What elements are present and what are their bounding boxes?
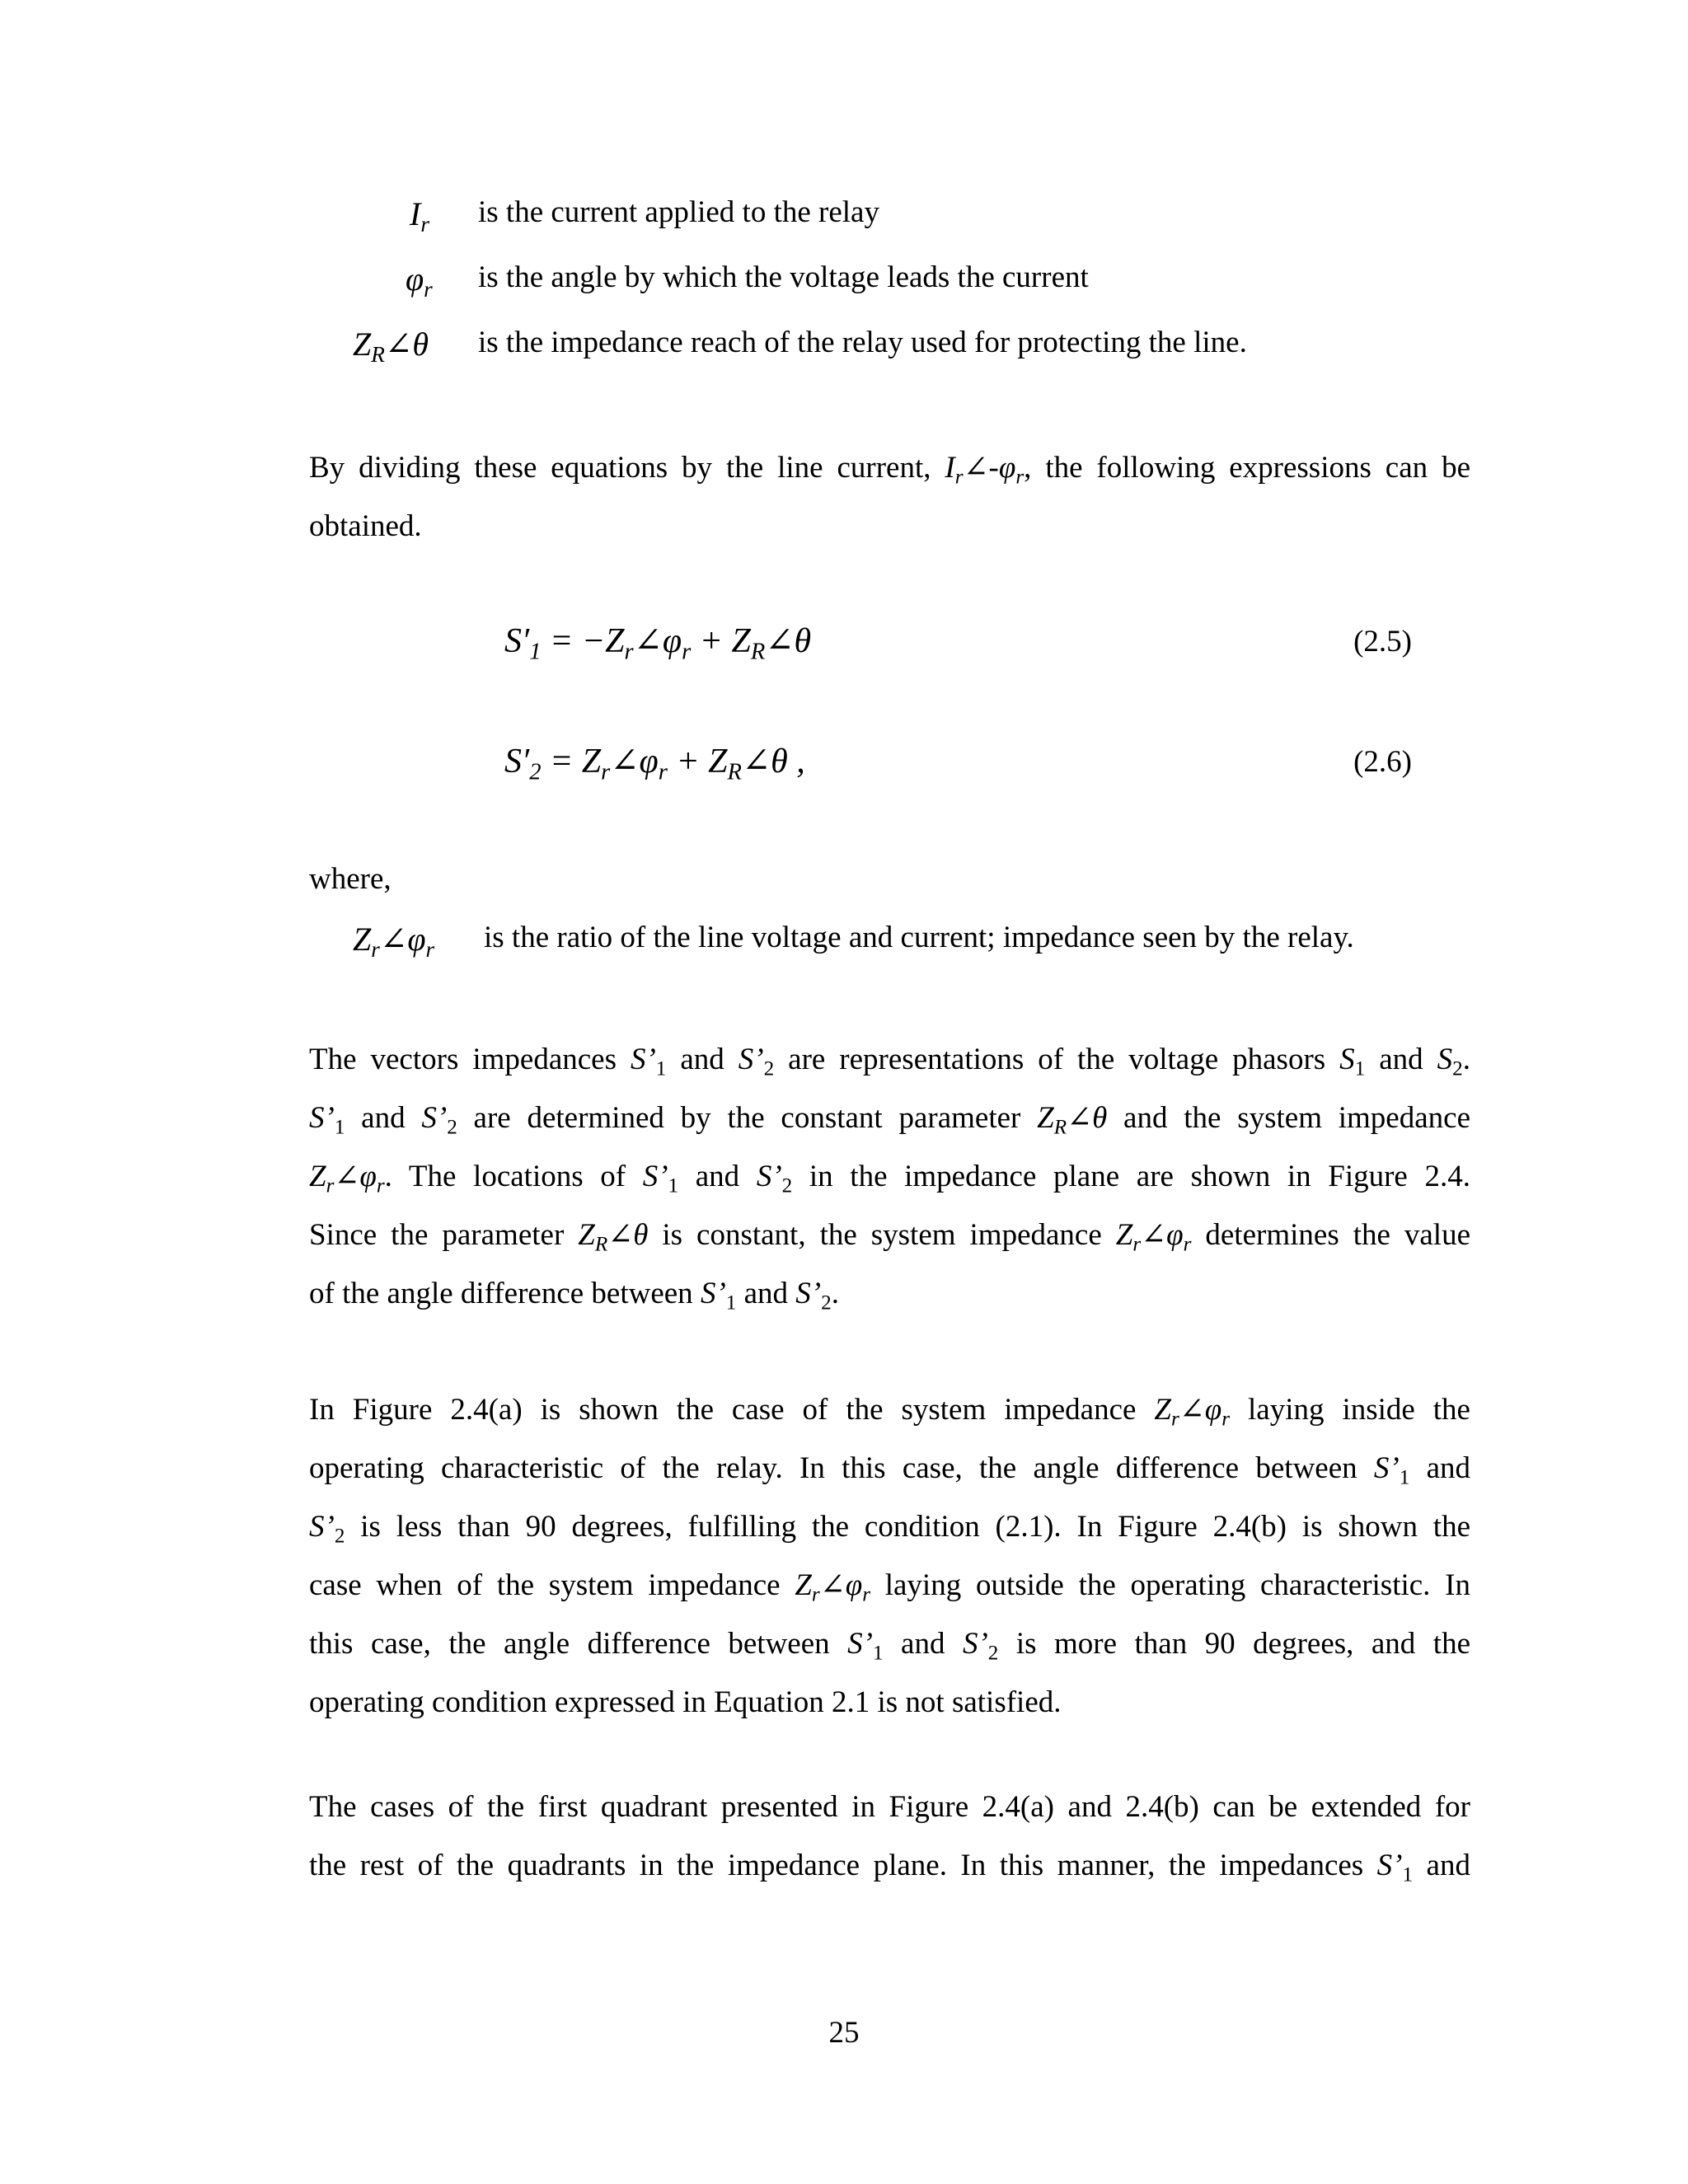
text-run: and	[666, 1043, 738, 1076]
text-run: S’	[309, 1510, 335, 1544]
eq-term: = Z	[541, 743, 602, 780]
eq-sub: R	[750, 639, 766, 665]
para3-line6: operating condition expressed in Equation 2.1 is not satisfied.	[309, 1685, 1062, 1719]
text-run: laying outside the operating characteristic. In	[870, 1568, 1470, 1602]
text-run: r	[1132, 1233, 1142, 1256]
text-run: of the angle difference between	[309, 1277, 701, 1310]
where-label: where,	[309, 862, 392, 896]
text-run: 1	[872, 1642, 884, 1665]
para2-line2	[309, 1089, 1470, 1147]
text-run: I	[945, 451, 955, 485]
para1-line1	[309, 438, 1470, 497]
text-run: S’	[738, 1043, 764, 1076]
text-run: S’	[700, 1277, 726, 1310]
text-run: and the system impedance	[1107, 1101, 1470, 1135]
eq-term: ∠φ	[633, 622, 682, 660]
text-run: S’	[421, 1101, 448, 1135]
text-run: R	[1053, 1116, 1067, 1139]
text-run: Z	[578, 1218, 595, 1252]
equation-2-5	[504, 620, 812, 665]
text-run: ∠θ	[607, 1218, 649, 1252]
text-run: 2	[763, 1057, 775, 1080]
paragraph-3	[309, 1380, 1470, 1732]
text-run: 2	[447, 1116, 457, 1139]
text-run: 1	[668, 1174, 679, 1197]
text-run: .	[831, 1277, 839, 1310]
text-run: Z	[309, 1160, 326, 1193]
text-run: 1	[655, 1057, 667, 1080]
symbol-phir-sub: r	[424, 277, 433, 302]
text-run: S’	[962, 1627, 988, 1661]
text-run: 1	[1354, 1057, 1366, 1080]
paragraph-1	[309, 438, 1470, 555]
text-run: r	[811, 1583, 820, 1606]
eq-lhs: S′	[504, 743, 530, 780]
text-run: R	[594, 1233, 608, 1256]
text-run: r	[862, 1583, 870, 1606]
text-run: is constant, the system impedance	[648, 1218, 1116, 1252]
page-number: 25	[828, 2016, 860, 2050]
text-run: S	[1437, 1043, 1453, 1076]
text-run: this case, the angle difference between	[309, 1627, 848, 1661]
text-run: operating characteristic of the relay. In this case, the angle difference between	[309, 1451, 1374, 1485]
para3-line3	[309, 1497, 1470, 1556]
paragraph-4	[309, 1778, 1470, 1895]
eq-lhs-sub: 1	[529, 639, 542, 665]
symbol-zr-main: Z	[353, 326, 372, 363]
eq-term: ∠θ ,	[741, 743, 805, 780]
text-run: ∠φ	[1141, 1218, 1184, 1252]
eq-term: ∠φ	[610, 743, 659, 780]
text-run: S’	[1376, 1849, 1403, 1882]
para4-line1: The cases of the first quadrant presented in Figure 2.4(a) and 2.4(b) can be extended for	[309, 1790, 1470, 1824]
para3-line1	[309, 1380, 1470, 1439]
text-run: , the following expressions can be	[1024, 451, 1470, 485]
symbol-angle: ∠φ	[379, 921, 426, 958]
para2-line1	[309, 1030, 1470, 1089]
eq-lhs-sub: 2	[529, 759, 542, 785]
para2-line3	[309, 1147, 1470, 1206]
text-run: ∠φ	[334, 1160, 377, 1193]
text-run: r	[326, 1174, 335, 1197]
text-run: Z	[1037, 1101, 1054, 1135]
para3-line4	[309, 1556, 1470, 1615]
text-run: Z	[1154, 1393, 1171, 1427]
eq-sub: r	[682, 639, 692, 665]
symbol-zr-sub: R	[371, 342, 385, 368]
text-run: S’	[630, 1043, 656, 1076]
paragraph-2	[309, 1030, 1470, 1323]
symbol-zr-angle: ∠θ	[384, 326, 429, 363]
text-run: are representations of the voltage phasors	[774, 1043, 1340, 1076]
text-run: By dividing these equations by the line current,	[309, 451, 945, 485]
text-run: and	[1409, 1451, 1470, 1485]
eq-term: + Z	[691, 622, 751, 660]
text-run: Z	[1115, 1218, 1133, 1252]
text-run: S’	[1373, 1451, 1400, 1485]
text-run: S	[1339, 1043, 1355, 1076]
text-run: S’	[642, 1160, 668, 1193]
equation-number-2-5: (2.5)	[1353, 625, 1412, 658]
text-run: and	[1365, 1043, 1437, 1076]
definition-zr-phir: is the ratio of the line voltage and current; impedance seen by the relay.	[484, 921, 1354, 954]
text-run: 2	[1452, 1057, 1463, 1080]
symbol-sub: r	[425, 937, 435, 963]
definition-ir: is the current applied to the relay	[478, 195, 879, 229]
text-run: laying inside the	[1230, 1393, 1470, 1427]
text-run: and	[678, 1160, 757, 1193]
text-run: are determined by the constant parameter	[457, 1101, 1038, 1135]
text-run: .	[1462, 1043, 1470, 1076]
symbol-phir-main: φ	[406, 260, 424, 298]
text-run: 2	[781, 1174, 793, 1197]
text-run: 1	[1402, 1863, 1414, 1886]
text-run: 1	[725, 1291, 737, 1315]
para3-line2	[309, 1439, 1470, 1497]
eq-sub: R	[727, 759, 742, 785]
eq-sub: r	[601, 759, 611, 785]
text-run: 2	[334, 1525, 345, 1548]
para2-line5	[309, 1264, 1470, 1323]
symbol-phir	[406, 260, 433, 302]
symbol-zr-theta	[353, 325, 429, 368]
text-run: case when of the system impedance	[309, 1568, 795, 1602]
text-run: ∠-φ	[963, 451, 1016, 485]
eq-term: = −Z	[541, 622, 625, 660]
text-run: r	[1170, 1408, 1179, 1431]
eq-sub: r	[658, 759, 668, 785]
eq-sub: r	[624, 639, 634, 665]
symbol-zr-phir	[353, 920, 435, 963]
para1-line2: obtained.	[309, 509, 422, 543]
text-run: In Figure 2.4(a) is shown the case of the system impedance	[309, 1393, 1155, 1427]
text-run: and	[345, 1101, 422, 1135]
equation-2-6	[504, 740, 805, 785]
text-run: 1	[334, 1116, 345, 1139]
text-run: and	[736, 1277, 796, 1310]
text-run: ∠φ	[819, 1568, 863, 1602]
symbol-ir	[410, 194, 429, 237]
symbol-main: Z	[353, 921, 372, 958]
eq-term: + Z	[667, 743, 728, 780]
equation-number-2-6: (2.6)	[1353, 745, 1412, 779]
text-run: r	[376, 1174, 385, 1197]
text-run: is more than 90 degrees, and the	[998, 1627, 1470, 1661]
text-run: r	[1183, 1233, 1192, 1256]
text-run: ∠φ	[1179, 1393, 1222, 1427]
symbol-sub: r	[371, 937, 380, 963]
text-run: the rest of the quadrants in the impedance plane. In this manner, the impedances	[309, 1849, 1377, 1882]
text-run: S’	[309, 1101, 335, 1135]
text-run: r	[1221, 1408, 1231, 1431]
text-run: 2	[821, 1291, 832, 1315]
text-run: 1	[1399, 1466, 1410, 1489]
symbol-ir-main: I	[410, 195, 421, 232]
text-run: and	[1413, 1849, 1470, 1882]
text-run: in the impedance plane are shown in Figure 2.4.	[792, 1160, 1470, 1193]
text-run: r	[954, 466, 964, 489]
para4-line2	[309, 1836, 1470, 1895]
definition-phir: is the angle by which the voltage leads the current	[478, 260, 1089, 294]
para2-line4	[309, 1206, 1470, 1264]
eq-term: ∠θ	[765, 622, 812, 660]
text-run: S’	[756, 1160, 782, 1193]
text-run: . The locations of	[384, 1160, 643, 1193]
eq-lhs: S′	[504, 622, 530, 660]
text-run: Z	[795, 1568, 812, 1602]
text-run: r	[1015, 466, 1025, 489]
definition-zr-theta: is the impedance reach of the relay used for protecting the line.	[478, 326, 1247, 359]
text-run: S’	[847, 1627, 873, 1661]
text-run: The vectors impedances	[309, 1043, 631, 1076]
text-run: and	[883, 1627, 963, 1661]
symbol-ir-sub: r	[420, 212, 429, 237]
para3-line5	[309, 1615, 1470, 1673]
text-run: ∠θ	[1067, 1101, 1108, 1135]
text-run: Since the parameter	[309, 1218, 579, 1252]
text-run: determines the value	[1191, 1218, 1471, 1252]
text-run: S’	[795, 1277, 822, 1310]
text-run: 2	[987, 1642, 999, 1665]
text-run: is less than 90 degrees, fulfilling the condition (2.1). In Figure 2.4(b) is shown the	[345, 1510, 1470, 1544]
